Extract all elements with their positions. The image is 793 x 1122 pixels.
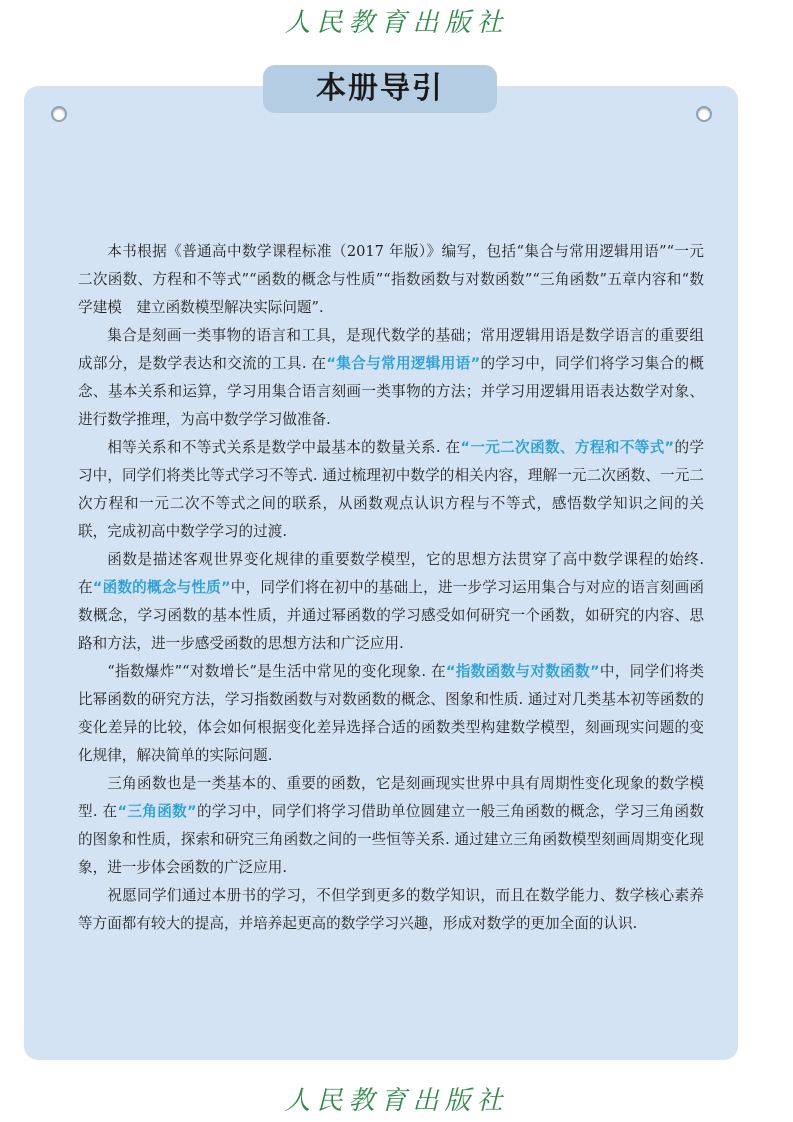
paragraph-text: 三角函数也是一类基本的、重要的函数，它是刻画现实世界中具有周期性变化现象的数学模型. 在	[78, 775, 704, 820]
paragraph-text: 的学习中，同学们将学习集合的概念、基本关系和运算，学习用集合语言刻画一类事物的方法；并学习用逻辑用语表达数学对象、进行数学推理，为高中数学学习做准备.	[78, 355, 704, 428]
body-paragraph	[78, 434, 704, 546]
chapter-highlight: “三角函数”	[117, 803, 197, 820]
publisher-logo-top: 人民教育出版社	[284, 8, 509, 38]
body-paragraph	[78, 322, 704, 434]
binder-hole-left	[51, 106, 67, 122]
paragraph-text: 函数是描述客观世界变化规律的重要数学模型，它的思想方法贯穿了高中数学课程的始终. 在	[78, 551, 704, 596]
chapter-highlight: “函数的概念与性质”	[92, 579, 231, 596]
paragraph-text: 相等关系和不等式关系是数学中最基本的数量关系. 在	[107, 439, 461, 456]
paragraph-text: 本书根据《普通高中数学课程标准（2017 年版）》编写，包括“集合与常用逻辑用语”“一元二次函数、方程和不等式”“函数的概念与性质”“指数函数与对数函数”“三角函数”五章内容和“数学建模 建立函数模型解决实际问题”.	[78, 243, 704, 316]
body-paragraph	[78, 546, 704, 658]
publisher-logo-bottom: 人民教育出版社	[284, 1086, 509, 1116]
paragraph-text: 的学习中，同学们将学习借助单位圆建立一般三角函数的概念，学习三角函数的图象和性质，探索和研究三角函数之间的一些恒等关系. 通过建立三角函数模型刻画周期变化现象，进一步体会函数的广泛应用.	[78, 803, 704, 876]
chapter-highlight: “指数函数与对数函数”	[445, 663, 600, 680]
body-paragraph	[78, 238, 704, 322]
paragraph-text: “指数爆炸”“对数增长”是生活中常见的变化现象. 在	[107, 663, 446, 680]
binder-hole-right	[696, 106, 712, 122]
body-paragraph	[78, 658, 704, 770]
body-paragraph	[78, 882, 704, 938]
page-title: 本册导引	[263, 65, 497, 113]
paragraph-text: 集合是刻画一类事物的语言和工具，是现代数学的基础；常用逻辑用语是数学语言的重要组成部分，是数学表达和交流的工具. 在	[78, 327, 704, 372]
paragraph-text: 的学习中，同学们将类比等式学习不等式. 通过梳理初中数学的相关内容，理解一元二次函数、一元二次方程和一元二次不等式之间的联系，从函数观点认识方程与不等式，感悟数学知识之间的关联，完成初高中数学学习的过渡.	[78, 439, 705, 540]
body-paragraph	[78, 770, 704, 882]
paragraph-text: 祝愿同学们通过本册书的学习，不但学到更多的数学知识，而且在数学能力、数学核心素养等方面都有较大的提高，并培养起更高的数学学习兴趣，形成对数学的更加全面的认识.	[78, 887, 704, 932]
chapter-highlight: “一元二次函数、方程和不等式”	[460, 439, 675, 456]
chapter-highlight: “集合与常用逻辑用语”	[326, 355, 481, 372]
paragraph-text: 中，同学们将在初中的基础上，进一步学习运用集合与对应的语言刻画函数概念，学习函数的基本性质，并通过幂函数的学习感受如何研究一个函数，如研究的内容、思路和方法，进一步感受函数的思想方法和广泛应用.	[78, 579, 704, 652]
paragraph-text: 中，同学们将类比幂函数的研究方法，学习指数函数与对数函数的概念、图象和性质. 通过对几类基本初等函数的变化差异的比较，体会如何根据变化差异选择合适的函数类型构建数学模型，刻画现实问题的变化规律，解决简单的实际问题.	[78, 663, 704, 764]
guide-body-text	[78, 238, 704, 938]
